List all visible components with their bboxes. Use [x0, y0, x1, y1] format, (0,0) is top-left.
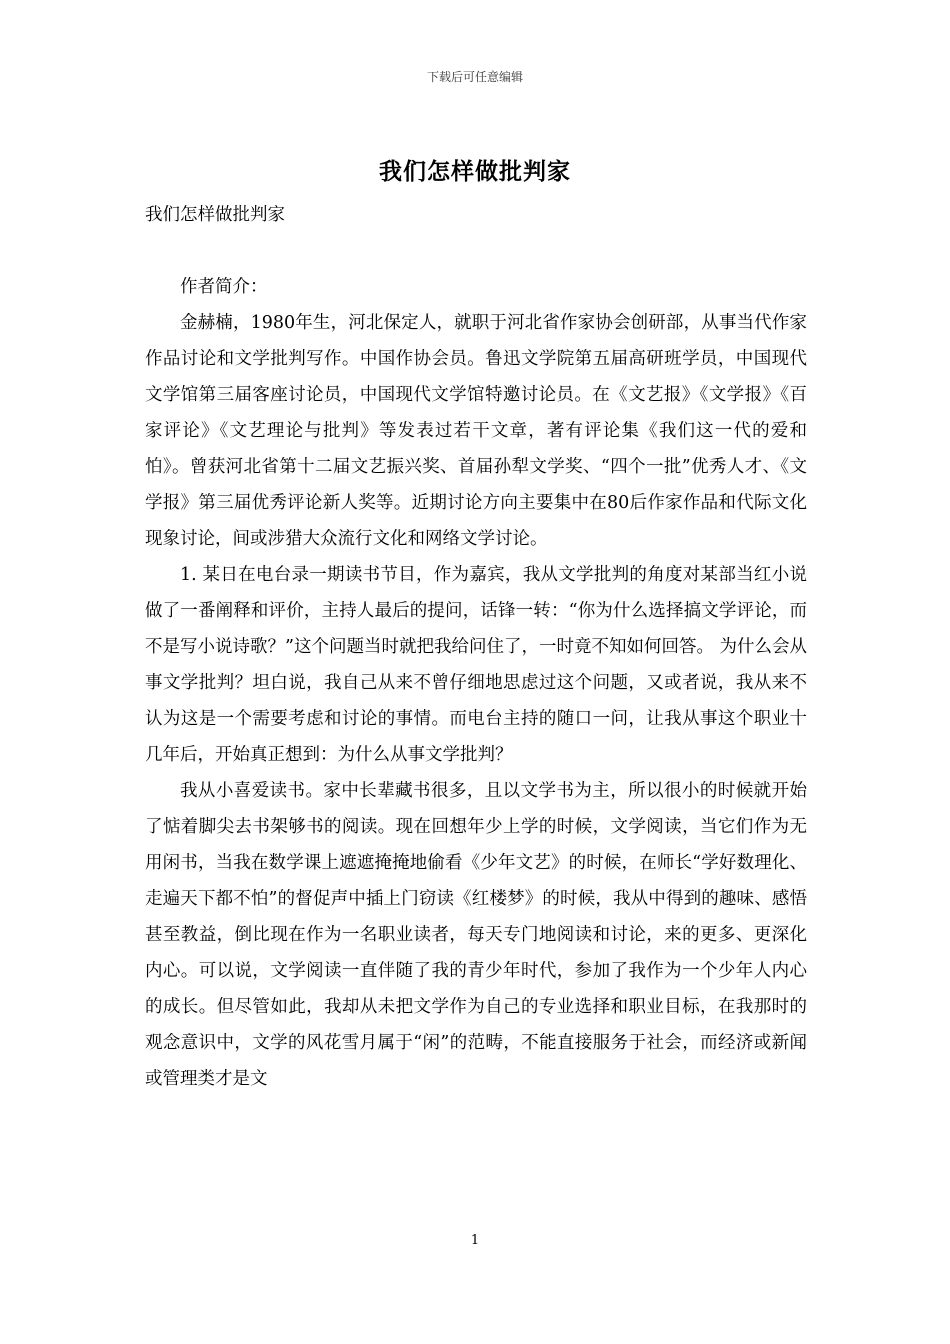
paragraph-section-1: 1. 某日在电台录一期读书节目，作为嘉宾，我从文学批判的角度对某部当红小说做了一番阐释和评价，主持人最后的提问，话锋一转：“你为什么选择搞文学评论，而不是写小说诗歌？”这个问题当时就把我给问住了，一时竟不知如何回答。 为什么会从事文学批判？坦白说，我自己从来不曾仔细地思虑过这个问题，又或者说，我从来不认为这是一个需要考虑和讨论的事情。而电台主持的随口一问，让我从事这个职业十几年后，开始真正想到：为什么从事文学批判？	[145, 565, 808, 765]
header-note: 下载后可任意编辑	[426, 70, 523, 84]
paragraph-author-bio: 金赫楠，1980年生，河北保定人，就职于河北省作家协会创研部，从事当代作家作品讨论和文学批判写作。中国作协会员。鲁迅文学院第五届高研班学员，中国现代文学馆第三届客座讨论员，中国现代文学馆特邀讨论员。在《文艺报》《文学报》《百家评论》《文艺理论与批判》等发表过若干文章，著有评论集《我们这一代的爱和怕》。曾获河北省第十二届文艺振兴奖、首届孙犁文学奖、“四个一批”优秀人才、《文学报》第三届优秀评论新人奖等。近期讨论方向主要集中在80后作家作品和代际文化现象讨论，间或涉猎大众流行文化和网络文学讨论。	[145, 313, 807, 549]
page-number: 1	[470, 1233, 480, 1248]
document-title: 我们怎样做批判家	[379, 158, 571, 185]
paragraph-reading-memories: 我从小喜爱读书。家中长辈藏书很多，且以文学书为主，所以很小的时候就开始了惦着脚尖去书架够书的阅读。现在回想年少上学的时候，文学阅读，当它们作为无用闲书，当我在数学课上遮遮掩掩地偷看《少年文艺》的时候，在师长“学好数理化、走遍天下都不怕”的督促声中插上门窃读《红楼梦》的时候，我从中得到的趣味、感悟甚至教益，倒比现在作为一名职业读者，每天专门地阅读和讨论，来的更多、更深化内心。可以说，文学阅读一直伴随了我的青少年时代，参加了我作为一个少年人内心的成长。但尽管如此，我却从未把文学作为自己的专业选择和职业目标，在我那时的观念意识中，文学的风花雪月属于“闲”的范畴，不能直接服务于社会，而经济或新闻或管理类才是文	[145, 781, 807, 1089]
document-subtitle: 我们怎样做批判家	[145, 205, 285, 225]
paragraph-author-heading: 作者简介：	[180, 277, 268, 297]
document-body	[145, 197, 807, 1097]
